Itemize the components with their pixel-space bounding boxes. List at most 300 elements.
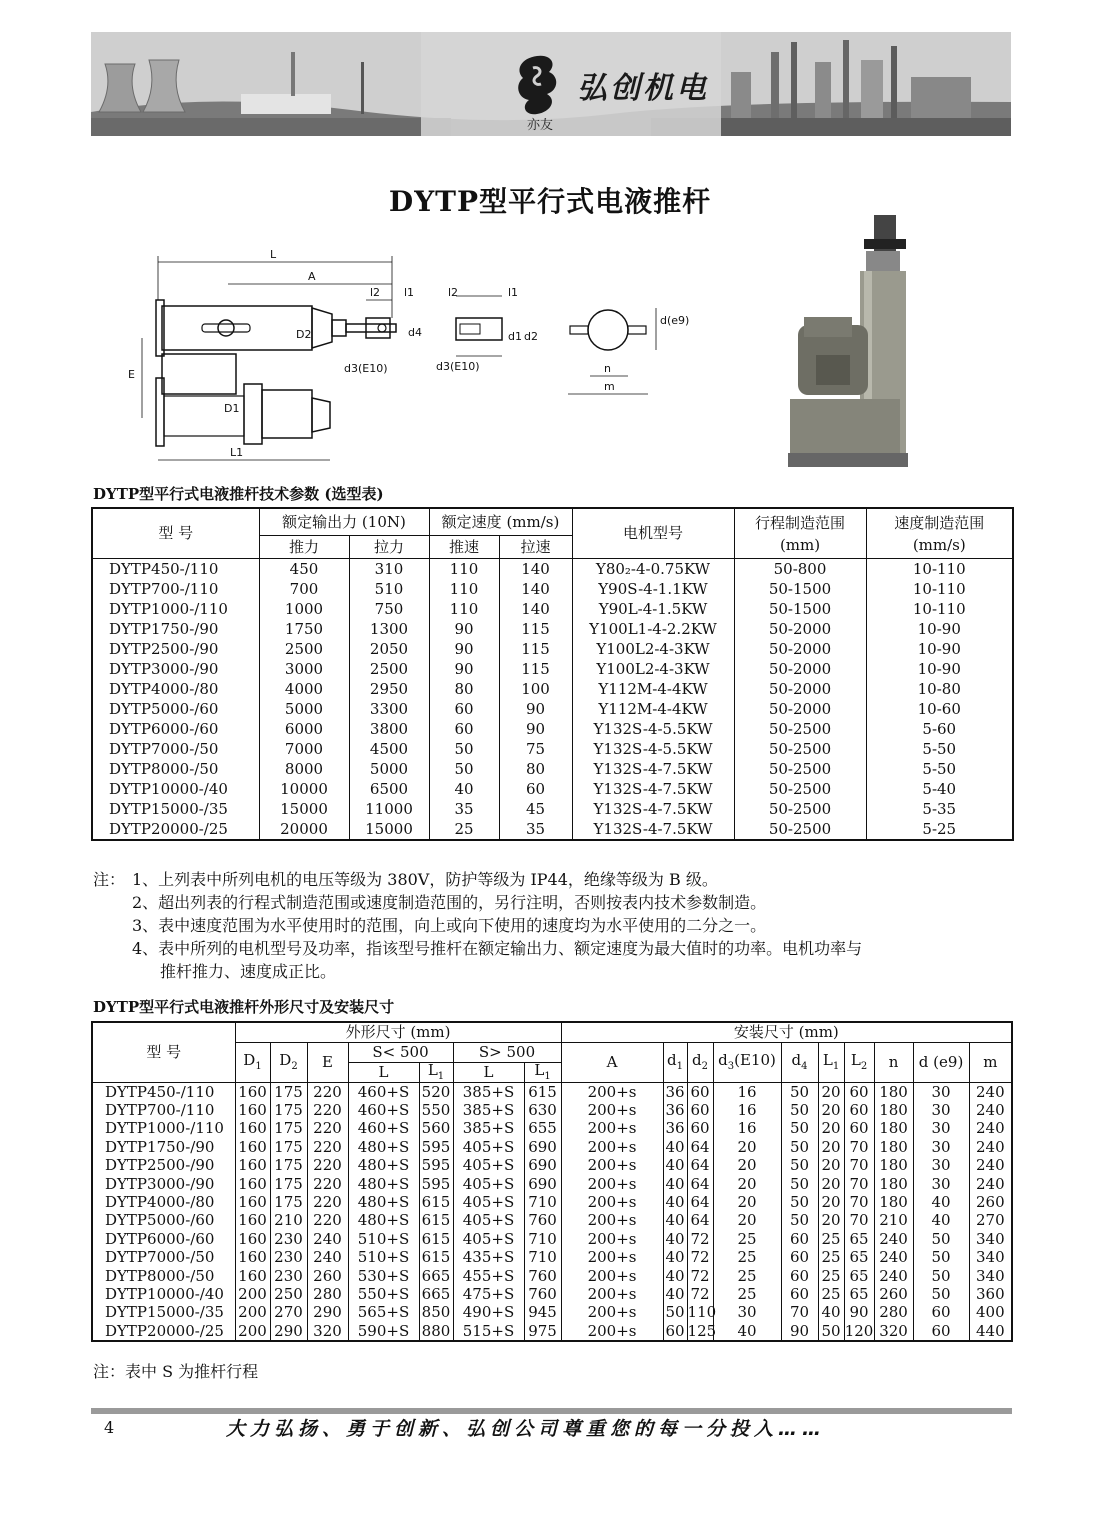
table-cell: 175 [270, 1083, 307, 1102]
table-cell: 16 [713, 1101, 781, 1119]
table-cell: 270 [969, 1212, 1012, 1230]
table-cell: DYTP4000-/80 [92, 679, 259, 699]
table-cell: 40 [663, 1212, 687, 1230]
table-cell: 40 [818, 1304, 844, 1322]
table-cell: 30 [713, 1304, 781, 1322]
table-cell: 20 [713, 1138, 781, 1156]
table-cell: 25 [713, 1285, 781, 1303]
table-cell: 5000 [349, 759, 429, 779]
table-cell: 2500 [349, 659, 429, 679]
table-cell: 50 [781, 1157, 818, 1175]
table-row [92, 659, 1013, 679]
table-row [92, 1212, 1012, 1230]
table-cell: DYTP2500-/90 [92, 639, 259, 659]
table-row [92, 579, 1013, 599]
note-2: 2、超出列表的行程式制造范围或速度制造范围的，另行注明，否则按表内技术参数制造。 [132, 893, 767, 912]
table-cell: 4500 [349, 739, 429, 759]
table-cell: 10-90 [866, 639, 1013, 659]
table-row [92, 779, 1013, 799]
dimension-drawing [120, 238, 700, 468]
table-cell: 180 [874, 1120, 913, 1138]
dims-note: 注：表中 S 为推杆行程 [93, 1362, 259, 1381]
table-cell: 60 [844, 1101, 874, 1119]
table-row [92, 619, 1013, 639]
table-cell: Y132S-4-7.5KW [572, 799, 734, 819]
table-row [92, 719, 1013, 739]
table-cell: 690 [524, 1138, 561, 1156]
table-cell: 615 [524, 1083, 561, 1102]
table-cell: DYTP1000-/110 [92, 1120, 235, 1138]
table-cell: 20 [713, 1212, 781, 1230]
header-banner [91, 32, 1011, 136]
table-row [92, 1322, 1012, 1341]
table-cell: 240 [874, 1249, 913, 1267]
dims-col-n: n [874, 1043, 913, 1083]
table-cell: 560 [419, 1120, 453, 1138]
table-cell: 3800 [349, 719, 429, 739]
dims-col-de9: d (e9) [913, 1043, 969, 1083]
table-cell: 40 [913, 1193, 969, 1211]
table-cell: 975 [524, 1322, 561, 1341]
table-cell: 60 [687, 1101, 713, 1119]
table-cell: 1000 [259, 599, 349, 619]
table-cell: 50-800 [734, 559, 866, 580]
table-cell: 25 [429, 819, 499, 840]
stroke-range-label: 行程制造范围 [755, 513, 846, 532]
table-cell: DYTP3000-/90 [92, 659, 259, 679]
note-4: 4、表中所列的电机型号及功率，指该型号推杆在额定输出力、额定速度为最大值时的功率。电机功率与 [132, 939, 863, 958]
table-cell: 50 [781, 1212, 818, 1230]
table-cell: 460+S [348, 1101, 419, 1119]
page-title: DYTP型平行式电液推杆 [388, 185, 712, 218]
params-table [91, 507, 1014, 841]
col-header-stroke-range [734, 508, 866, 559]
table-cell: 220 [307, 1138, 348, 1156]
table-cell: Y132S-4-5.5KW [572, 739, 734, 759]
table-cell: 25 [713, 1249, 781, 1267]
table-cell: 90 [499, 719, 572, 739]
table-cell: 7000 [259, 739, 349, 759]
table-cell: 3300 [349, 699, 429, 719]
table-cell: 50 [781, 1175, 818, 1193]
table-cell: 5-60 [866, 719, 1013, 739]
table-cell: 385+S [453, 1101, 524, 1119]
table-cell: 450 [259, 559, 349, 580]
table-cell: 70 [844, 1175, 874, 1193]
table-cell: 230 [270, 1230, 307, 1248]
table-cell: 760 [524, 1267, 561, 1285]
label-D1: D1 [224, 402, 240, 415]
table-cell: 200+s [561, 1230, 663, 1248]
table-cell: 60 [781, 1249, 818, 1267]
table-cell: 200+s [561, 1212, 663, 1230]
table-cell: 72 [687, 1230, 713, 1248]
table-cell: 665 [419, 1285, 453, 1303]
table-cell: 175 [270, 1138, 307, 1156]
table-row [92, 1230, 1012, 1248]
table-cell: Y90S-4-1.1KW [572, 579, 734, 599]
product-photo [780, 205, 940, 477]
table-cell: 460+S [348, 1120, 419, 1138]
dims-col-s-gt-500: S> 500 [453, 1043, 561, 1063]
table-cell: 945 [524, 1304, 561, 1322]
table-cell: 200+s [561, 1193, 663, 1211]
col-header-model: 型 号 [92, 508, 259, 559]
dims-col-D2: $D_2$ [270, 1043, 307, 1083]
table-cell: 10000 [259, 779, 349, 799]
table-cell: 665 [419, 1267, 453, 1285]
table-cell: 160 [235, 1267, 270, 1285]
table-cell: 115 [499, 659, 572, 679]
table-cell: 80 [499, 759, 572, 779]
table-cell: 90 [429, 619, 499, 639]
table-cell: 60 [781, 1230, 818, 1248]
table-cell: 690 [524, 1157, 561, 1175]
stroke-range-unit: (mm) [779, 535, 821, 554]
table-cell: 15000 [259, 799, 349, 819]
table-cell: 440 [969, 1322, 1012, 1341]
table-cell: 5-50 [866, 759, 1013, 779]
table-cell: 175 [270, 1120, 307, 1138]
table-cell: 60 [687, 1083, 713, 1102]
table-cell: 615 [419, 1212, 453, 1230]
table-cell: 50 [781, 1193, 818, 1211]
table-cell: 180 [874, 1138, 913, 1156]
table-cell: DYTP450-/110 [92, 559, 259, 580]
table-cell: 115 [499, 639, 572, 659]
note-3: 3、表中速度范围为水平使用时的范围，向上或向下使用的速度均为水平使用的二分之一。 [132, 916, 767, 935]
table-cell: DYTP7000-/50 [92, 1249, 235, 1267]
table-cell: 405+S [453, 1157, 524, 1175]
dims-header-outline: 外形尺寸 (mm) [235, 1022, 561, 1043]
table-cell: 240 [874, 1267, 913, 1285]
table-row [92, 1267, 1012, 1285]
table-cell: 240 [307, 1230, 348, 1248]
table-cell: 290 [270, 1322, 307, 1341]
table-cell: 200+s [561, 1267, 663, 1285]
table-row [92, 599, 1013, 619]
table-cell: 20 [818, 1175, 844, 1193]
table-cell: 710 [524, 1230, 561, 1248]
table-cell: 20 [713, 1157, 781, 1175]
table-cell: 160 [235, 1083, 270, 1102]
table-cell: 280 [307, 1285, 348, 1303]
col-header-rated-speed: 额定速度 (mm/s) [429, 508, 572, 536]
table-cell: DYTP700-/110 [92, 579, 259, 599]
table-cell: 405+S [453, 1175, 524, 1193]
table-cell: DYTP8000-/50 [92, 1267, 235, 1285]
table-cell: 40 [663, 1285, 687, 1303]
table-cell: 1300 [349, 619, 429, 639]
table-cell: 40 [663, 1249, 687, 1267]
table-cell: 50-2500 [734, 819, 866, 840]
label-n: n [604, 362, 611, 375]
table-cell: 60 [781, 1267, 818, 1285]
note-1: 1、上列表中所列电机的电压等级为 380V，防护等级为 IP44，绝缘等级为 B 级。 [132, 870, 718, 889]
table-cell: 260 [307, 1267, 348, 1285]
table-cell: DYTP7000-/50 [92, 739, 259, 759]
table-cell: 475+S [453, 1285, 524, 1303]
table-cell: 160 [235, 1230, 270, 1248]
table-cell: 60 [913, 1304, 969, 1322]
table-cell: DYTP6000-/60 [92, 719, 259, 739]
dims-header-install: 安装尺寸 (mm) [561, 1022, 1012, 1043]
table-cell: 25 [713, 1230, 781, 1248]
table-cell: DYTP20000-/25 [92, 819, 259, 840]
table-cell: 160 [235, 1120, 270, 1138]
table-cell: 16 [713, 1120, 781, 1138]
table-cell: 405+S [453, 1193, 524, 1211]
table-cell: 40 [663, 1230, 687, 1248]
table-cell: 240 [969, 1157, 1012, 1175]
table-cell: 240 [969, 1083, 1012, 1102]
table-cell: 20 [818, 1101, 844, 1119]
table-cell: 2050 [349, 639, 429, 659]
table-cell: 60 [663, 1322, 687, 1341]
table-cell: 110 [429, 599, 499, 619]
table-cell: 10-80 [866, 679, 1013, 699]
table-cell: DYTP8000-/50 [92, 759, 259, 779]
table-row [92, 1193, 1012, 1211]
table-cell: 25 [818, 1249, 844, 1267]
page-number: 4 [104, 1418, 115, 1437]
table-cell: 405+S [453, 1138, 524, 1156]
table-cell: 25 [818, 1285, 844, 1303]
table-cell: 230 [270, 1267, 307, 1285]
table-cell: 60 [429, 699, 499, 719]
table-row [92, 699, 1013, 719]
table-cell: 60 [429, 719, 499, 739]
table-cell: 175 [270, 1101, 307, 1119]
table-cell: 45 [499, 799, 572, 819]
table-cell: 200+s [561, 1120, 663, 1138]
table-cell: DYTP10000-/40 [92, 779, 259, 799]
table-cell: 160 [235, 1157, 270, 1175]
table-cell: 690 [524, 1175, 561, 1193]
table-cell: 6000 [259, 719, 349, 739]
table-cell: 240 [307, 1249, 348, 1267]
table-cell: 50-2000 [734, 659, 866, 679]
table-cell: 90 [429, 639, 499, 659]
table-cell: Y132S-4-7.5KW [572, 759, 734, 779]
table-cell: 50 [781, 1120, 818, 1138]
table-cell: 200 [235, 1285, 270, 1303]
table-cell: 64 [687, 1212, 713, 1230]
table-cell: 70 [844, 1212, 874, 1230]
table-cell: 65 [844, 1285, 874, 1303]
table-cell: 200+s [561, 1285, 663, 1303]
table-cell: 140 [499, 559, 572, 580]
col-header-pull-speed: 拉速 [499, 536, 572, 559]
table-cell: 90 [781, 1322, 818, 1341]
dims-col-m: m [969, 1043, 1012, 1083]
table-cell: 880 [419, 1322, 453, 1341]
table-cell: 180 [874, 1101, 913, 1119]
table-cell: DYTP700-/110 [92, 1101, 235, 1119]
table-cell: 590+S [348, 1322, 419, 1341]
table-cell: 455+S [453, 1267, 524, 1285]
table-cell: 2500 [259, 639, 349, 659]
table-cell: 10-110 [866, 579, 1013, 599]
table-cell: 40 [663, 1175, 687, 1193]
speed-range-unit: (mm/s) [912, 535, 966, 554]
table-cell: 50 [781, 1101, 818, 1119]
table-cell: 200+s [561, 1157, 663, 1175]
table-cell: 565+S [348, 1304, 419, 1322]
dims-col-d3: $d_3(E10)$ [713, 1043, 781, 1083]
table-cell: 760 [524, 1285, 561, 1303]
table-cell: 40 [713, 1322, 781, 1341]
table-cell: 60 [499, 779, 572, 799]
table-cell: 160 [235, 1249, 270, 1267]
table-cell: 180 [874, 1083, 913, 1102]
table-cell: 8000 [259, 759, 349, 779]
table-cell: 615 [419, 1193, 453, 1211]
table-cell: 64 [687, 1157, 713, 1175]
table-cell: DYTP5000-/60 [92, 699, 259, 719]
table-cell: 50-2500 [734, 739, 866, 759]
table-cell: 270 [270, 1304, 307, 1322]
table-cell: 515+S [453, 1322, 524, 1341]
table-cell: 480+S [348, 1157, 419, 1175]
table-cell: 30 [913, 1120, 969, 1138]
table-cell: 60 [781, 1285, 818, 1303]
table-row [92, 1249, 1012, 1267]
table-cell: 50-2000 [734, 619, 866, 639]
table-cell: 30 [913, 1083, 969, 1102]
table-cell: 5-25 [866, 819, 1013, 840]
label-D2: D2 [296, 328, 312, 341]
table-cell: 20 [818, 1120, 844, 1138]
table-cell: DYTP1750-/90 [92, 1138, 235, 1156]
table-cell: 50-2000 [734, 639, 866, 659]
table-cell: 490+S [453, 1304, 524, 1322]
table-cell: 510 [349, 579, 429, 599]
params-table-caption: DYTP型平行式电液推杆技术参数 (选型表) [93, 485, 384, 503]
table-cell: 230 [270, 1249, 307, 1267]
table-cell: 160 [235, 1212, 270, 1230]
table-cell: 220 [307, 1212, 348, 1230]
table-cell: 530+S [348, 1267, 419, 1285]
table-cell: 20 [818, 1138, 844, 1156]
table-cell: Y132S-4-7.5KW [572, 779, 734, 799]
table-cell: 700 [259, 579, 349, 599]
col-header-push-speed: 推速 [429, 536, 499, 559]
table-cell: 385+S [453, 1120, 524, 1138]
dims-col-s-lt-500: S< 500 [348, 1043, 453, 1063]
table-cell: 240 [969, 1101, 1012, 1119]
table-cell: 40 [663, 1193, 687, 1211]
table-cell: Y90L-4-1.5KW [572, 599, 734, 619]
table-cell: 160 [235, 1138, 270, 1156]
table-cell: 120 [844, 1321, 874, 1340]
table-cell: 50 [781, 1138, 818, 1156]
table-cell: DYTP2500-/90 [92, 1157, 235, 1175]
table-cell: 15000 [349, 819, 429, 840]
table-cell: 64 [687, 1193, 713, 1211]
table-cell: Y100L2-4-3KW [572, 639, 734, 659]
label-l1-detail: l1 [508, 286, 519, 299]
table-cell: 50 [913, 1249, 969, 1267]
table-row [92, 1285, 1012, 1303]
table-cell: 405+S [453, 1230, 524, 1248]
table-cell: 25 [818, 1267, 844, 1285]
dims-col-d2: $d_2$ [687, 1043, 713, 1083]
label-E: E [128, 368, 135, 381]
dims-col-L-lt: L [348, 1063, 419, 1083]
table-cell: DYTP15000-/35 [92, 1304, 235, 1322]
table-cell: 435+S [453, 1249, 524, 1267]
table-cell: 50 [429, 739, 499, 759]
table-cell: 310 [349, 559, 429, 580]
table-cell: 20 [818, 1212, 844, 1230]
label-d3: d3(E10) [344, 362, 388, 375]
table-cell: 595 [419, 1157, 453, 1175]
table-cell: 35 [429, 799, 499, 819]
table-cell: DYTP3000-/90 [92, 1175, 235, 1193]
table-cell: 50 [781, 1083, 818, 1102]
table-cell: 710 [524, 1193, 561, 1211]
table-cell: 10-90 [866, 619, 1013, 639]
table-cell: DYTP1000-/110 [92, 599, 259, 619]
dims-col-E: E [307, 1043, 348, 1083]
table-cell: 240 [874, 1230, 913, 1248]
table-cell: 5-35 [866, 799, 1013, 819]
table-cell: 220 [307, 1120, 348, 1138]
table-cell: DYTP15000-/35 [92, 799, 259, 819]
table-cell: 90 [499, 699, 572, 719]
table-cell: 65 [844, 1249, 874, 1267]
table-cell: 595 [419, 1175, 453, 1193]
table-cell: 100 [499, 679, 572, 699]
table-cell: 50-1500 [734, 579, 866, 599]
table-cell: 40 [429, 779, 499, 799]
table-cell: 140 [499, 599, 572, 619]
table-cell: 160 [235, 1101, 270, 1119]
table-cell: 405+S [453, 1212, 524, 1230]
table-cell: 72 [687, 1267, 713, 1285]
table-cell: Y112M-4-4KW [572, 679, 734, 699]
table-cell: 2950 [349, 679, 429, 699]
table-cell: 5000 [259, 699, 349, 719]
table-cell: 20 [713, 1175, 781, 1193]
table-cell: DYTP5000-/60 [92, 1212, 235, 1230]
table-cell: 200 [235, 1322, 270, 1341]
table-cell: Y112M-4-4KW [572, 699, 734, 719]
table-cell: 340 [969, 1267, 1012, 1285]
table-cell: 16 [713, 1083, 781, 1102]
table-cell: 750 [349, 599, 429, 619]
table-cell: DYTP1750-/90 [92, 619, 259, 639]
table-cell: 50-2500 [734, 799, 866, 819]
table-cell: 200+s [561, 1101, 663, 1119]
table-cell: 64 [687, 1175, 713, 1193]
label-L1: L1 [230, 446, 244, 459]
dims-col-L-gt: L [453, 1063, 524, 1083]
table-cell: 385+S [453, 1083, 524, 1102]
label-d3-detail: d3(E10) [436, 360, 480, 373]
table-cell: 260 [969, 1193, 1012, 1211]
table-cell: 220 [307, 1193, 348, 1211]
dims-col-install-L1: $L_1$ [818, 1043, 844, 1083]
table-cell: 110 [429, 559, 499, 580]
table-cell: 50-2500 [734, 719, 866, 739]
table-cell: 480+S [348, 1193, 419, 1211]
dims-col-d1: $d_1$ [663, 1043, 687, 1083]
table-cell: 30 [913, 1175, 969, 1193]
table-cell: 180 [874, 1157, 913, 1175]
table-cell: 340 [969, 1249, 1012, 1267]
